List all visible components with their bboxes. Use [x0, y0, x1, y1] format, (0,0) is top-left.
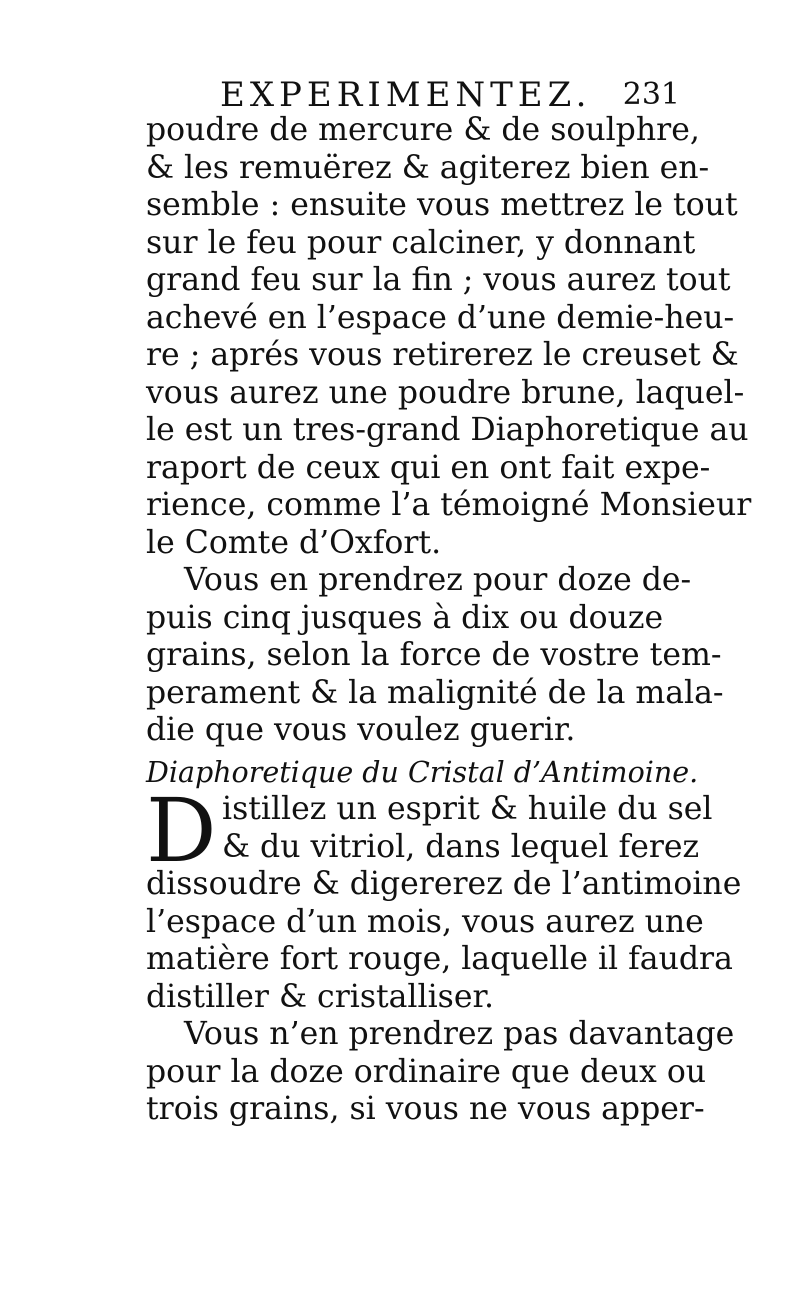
- text-line: dissoudre & digererez de l’antimoine: [146, 866, 742, 902]
- text-line: trois grains, si vous ne vous apper-: [146, 1091, 705, 1127]
- drop-cap: D: [146, 779, 217, 882]
- text-line: & du vitriol, dans lequel ferez: [222, 828, 700, 865]
- text-line: semble : ensuite vous mettrez le tout: [146, 187, 738, 223]
- text-line: le Comte d’Oxfort.: [146, 524, 442, 561]
- text-line: distiller & cristalliser.: [146, 978, 495, 1015]
- text-line: rience, comme l’a témoigné Monsieur: [146, 487, 752, 523]
- text-line: pour la doze ordinaire que deux ou: [146, 1053, 707, 1090]
- text-line: poudre de mercure & de soulphre,: [146, 112, 700, 148]
- section-heading: Diaphoretique du Cristal d’Antimoine.: [146, 755, 699, 789]
- text-line: vous aurez une poudre brune, laquel-: [146, 374, 745, 411]
- text-line: raport de ceux qui en ont fait expe-: [146, 449, 711, 486]
- text-line: l’espace d’un mois, vous aurez une: [146, 903, 704, 940]
- text-line: & les remuërez & agiterez bien en-: [146, 149, 710, 186]
- text-line: le est un tres-grand Diaphoretique au: [146, 412, 749, 448]
- paragraph-1: [146, 112, 752, 562]
- running-title: EXPERIMENTEZ.: [220, 75, 592, 115]
- text-line: perament & la malignité de la mala-: [146, 674, 724, 711]
- page-number: 231: [622, 77, 680, 112]
- paragraph-3: [146, 779, 742, 1016]
- body-text: [146, 112, 752, 1129]
- text-line: re ; aprés vous retirerez le creuset &: [146, 337, 739, 373]
- text-line: achevé en l’espace d’une demie-heu-: [146, 299, 735, 336]
- text-line: grains, selon la force de vostre tem-: [146, 637, 722, 673]
- paragraph-4: [146, 1016, 735, 1129]
- text-line: puis cinq jusques à dix ou douze: [146, 599, 664, 636]
- text-line: grand feu sur la fin ; vous aurez tout: [146, 262, 731, 298]
- text-line: Vous en prendrez pour doze de-: [184, 562, 692, 598]
- text-line: Vous n’en prendrez pas davantage: [184, 1016, 735, 1052]
- text-line: sur le feu pour calciner, y donnant: [146, 224, 696, 261]
- text-line: die que vous voulez guerir.: [146, 712, 576, 748]
- text-line: matière fort rouge, laquelle il faudra: [146, 941, 733, 977]
- paragraph-2: [146, 562, 724, 750]
- text-line: istillez un esprit & huile du sel: [222, 791, 713, 827]
